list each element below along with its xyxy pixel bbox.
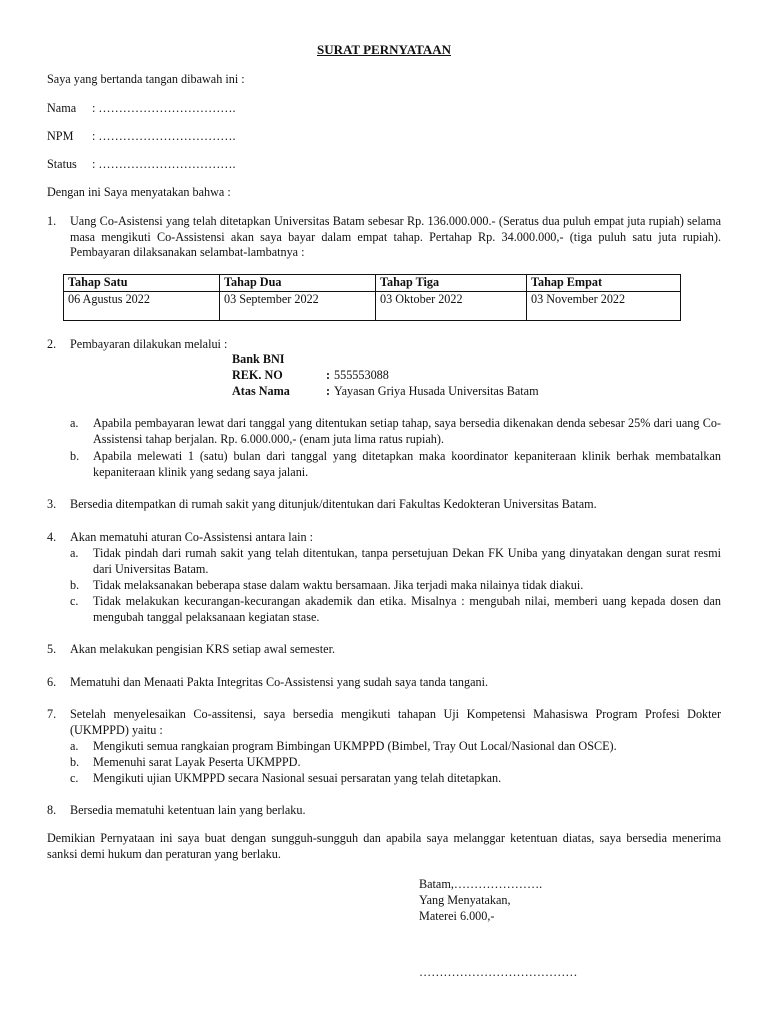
field-value: : ……………………………. xyxy=(92,129,236,143)
atas-nama-value: Yayasan Griya Husada Universitas Batam xyxy=(334,384,539,398)
statement-text: Dengan ini Saya menyatakan bahwa : xyxy=(47,185,231,199)
field-value: : ……………………………. xyxy=(92,157,236,171)
field-label: NPM xyxy=(47,129,74,143)
sub-text: Tidak melaksanakan beberapa stase dalam waktu bersamaan. Jika terjadi maka nilainya tidak diakui. xyxy=(93,578,584,592)
field-label: Status xyxy=(47,157,77,171)
table-cell: 06 Agustus 2022 xyxy=(64,291,220,320)
item-number: 4. xyxy=(47,530,57,544)
table-header: Tahap Tiga xyxy=(376,275,527,292)
atas-nama-colon: : xyxy=(326,384,331,398)
item-number: 7. xyxy=(47,707,57,721)
field-value: : ……………………………. xyxy=(92,101,236,115)
item-number: 2. xyxy=(47,337,57,351)
sub-text: Apabila melewati 1 (satu) bulan dari tanggal yang ditetapkan maka koordinator kepaniteraan klinik berhak membatalkan kepaniteraan klinik yang sedang saya jalani. xyxy=(93,449,721,479)
table-header: Tahap Satu xyxy=(64,275,220,292)
closing-paragraph: Demikian Pernyataan ini saya buat dengan sungguh-sungguh dan apabila saya melanggar ketentuan diatas, saya bersedia menerima sanksi demi hukum dan peraturan yang berlaku. xyxy=(47,831,721,861)
sub-text: Mengikuti semua rangkaian program Bimbingan UKMPPD (Bimbel, Tray Out Local/Nasional dan OSCE). xyxy=(93,739,617,753)
item-8-text: Bersedia mematuhi ketentuan lain yang berlaku. xyxy=(70,803,306,817)
sub-letter: b. xyxy=(70,755,80,769)
item-7-text: Setelah menyelesaikan Co-assitensi, saya bersedia mengikuti tahapan Uji Kompetensi Mahasiswa Program Profesi Dokter (UKMPPD) yaitu : xyxy=(70,707,721,737)
rek-label: REK. NO xyxy=(232,368,283,382)
sub-text: Apabila pembayaran lewat dari tanggal yang ditentukan setiap tahap, saya bersedia dikenakan denda sebesar 25% dari uang Co-Assistensi tahap berjalan. Rp. 6.000.000,- (enam juta lima ratus rupiah). xyxy=(93,416,721,446)
item-number: 1. xyxy=(47,214,57,228)
sub-letter: a. xyxy=(70,546,79,560)
signature-materai: Materei 6.000,- xyxy=(419,909,495,923)
sub-text: Mengikuti ujian UKMPPD secara Nasional sesuai persaratan yang telah ditetapkan. xyxy=(93,771,502,785)
item-5-text: Akan melakukan pengisian KRS setiap awal semester. xyxy=(70,642,336,656)
item-number: 6. xyxy=(47,675,57,689)
payment-schedule-table xyxy=(63,274,681,321)
item-1-text: Uang Co-Asistensi yang telah ditetapkan Universitas Batam sebesar Rp. 136.000.000.- (Seratus dua puluh empat juta rupiah) selama masa mengikuti Co-Assistensi akan saya bayar dalam empat tahap. Pertahap Rp. 34.000.000,- (tiga puluh satu juta rupiah). Pembayaran dilaksanakan selambat-lambatnya : xyxy=(70,214,721,259)
field-label: Nama xyxy=(47,101,77,115)
signature-place: Batam,…………………. xyxy=(419,877,543,891)
item-number: 3. xyxy=(47,497,57,511)
table-row xyxy=(64,291,681,320)
document-title: SURAT PERNYATAAN xyxy=(317,42,451,57)
sub-letter: b. xyxy=(70,578,80,592)
sub-letter: c. xyxy=(70,594,79,608)
item-6-text: Mematuhi dan Menaati Pakta Integritas Co-Assistensi yang sudah saya tanda tangani. xyxy=(70,675,488,689)
item-number: 5. xyxy=(47,642,57,656)
intro-text: Saya yang bertanda tangan dibawah ini : xyxy=(47,72,245,86)
sub-text: Memenuhi sarat Layak Peserta UKMPPD. xyxy=(93,755,301,769)
sub-letter: c. xyxy=(70,771,79,785)
sub-letter: a. xyxy=(70,416,79,430)
item-2-text: Pembayaran dilakukan melalui : xyxy=(70,337,228,351)
table-cell: 03 Oktober 2022 xyxy=(376,291,527,320)
rek-colon: : xyxy=(326,368,331,382)
rek-value: 555553088 xyxy=(334,368,389,382)
signature-line: ………………………………… xyxy=(419,965,578,979)
table-header: Tahap Dua xyxy=(220,275,376,292)
sub-letter: a. xyxy=(70,739,79,753)
sub-text: Tidak pindah dari rumah sakit yang telah ditentukan, tanpa persetujuan Dekan FK Uniba yang dinyatakan dengan surat resmi dari Universitas Batam. xyxy=(93,546,721,576)
table-header-row xyxy=(64,275,681,292)
table-cell: 03 November 2022 xyxy=(527,291,681,320)
table-cell: 03 September 2022 xyxy=(220,291,376,320)
table-header: Tahap Empat xyxy=(527,275,681,292)
bank-name: Bank BNI xyxy=(232,352,285,366)
item-number: 8. xyxy=(47,803,57,817)
item-3-text: Bersedia ditempatkan di rumah sakit yang ditunjuk/ditentukan dari Fakultas Kedokteran Universitas Batam. xyxy=(70,497,597,511)
atas-nama-label: Atas Nama xyxy=(232,384,290,398)
item-4-text: Akan mematuhi aturan Co-Assistensi antara lain : xyxy=(70,530,314,544)
sub-letter: b. xyxy=(70,449,80,463)
sub-text: Tidak melakukan kecurangan-kecurangan akademik dan etika. Misalnya : mengubah nilai, memberi uang kepada dosen dan mengubah tanggal pelaksanaan kegiatan stase. xyxy=(93,594,721,624)
signature-role: Yang Menyatakan, xyxy=(419,893,511,907)
